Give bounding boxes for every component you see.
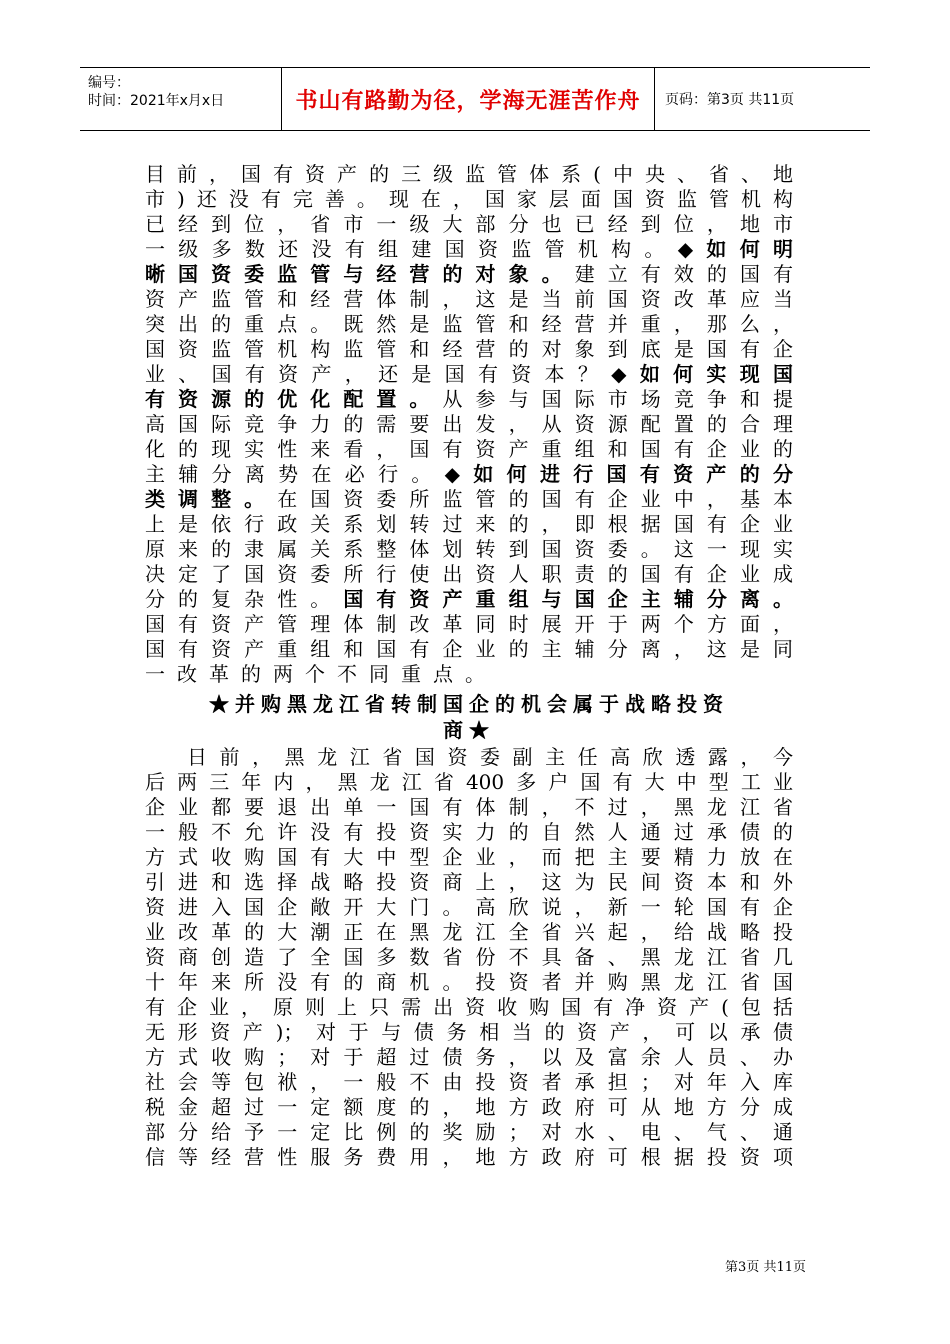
number-label: 编号： (88, 75, 130, 91)
bold-topic: 国有资产重组与国企主辅分离。 (343, 587, 794, 611)
text-line: 决定了国资委所行使出资人职责的国有企业成 (145, 562, 793, 586)
text-line: 上是依行政关系划转过来的，即根据国有企业 (145, 512, 793, 536)
text-line: 引进和选择战略投资商上，这为民间资本和外 (145, 870, 793, 894)
bold-topic: ◆如何明 (677, 237, 794, 261)
text-line: 部分给予一定比例的奖励；对水、电、气、通 (145, 1120, 793, 1144)
text-line: 晰国资委监管与经营的对象。建立有效的国有 (145, 262, 794, 286)
text-line: 有资源的优化配置。从参与国际市场竞争和提 (145, 387, 794, 411)
text-line: 一改革的两个不同重点。 (145, 662, 497, 686)
text-line: 已经到位，省市一级大部分也已经到位，地市 (145, 212, 793, 236)
text-line: 资商创造了全国多数省份不具备、黑龙江省几 (145, 945, 793, 969)
text-line: 一般不允许没有投资实力的自然人通过承债的 (145, 820, 793, 844)
text-line: 业改革的大潮正在黑龙江全省兴起，给战略投 (145, 920, 793, 944)
header-page-cell (655, 68, 870, 130)
text-line: 化的现实性来看，国有资产重组和国有企业的 (145, 437, 793, 461)
text-line: 资产监管和经营体制，这是当前国资改革应当 (145, 287, 793, 311)
text-line: 企业都要退出单一国有体制，不过，黑龙江省 (145, 795, 793, 819)
text-line: 国资监管机构监管和经营的对象到底是国有企 (145, 337, 793, 361)
document-body (145, 162, 793, 1170)
page-footer: 第3页 共11页 (725, 1260, 806, 1275)
text-line: 无形资产)；对于与债务相当的资产，可以承债 (145, 1020, 793, 1044)
paragraph-1 (145, 162, 793, 687)
text-line: 信等经营性服务费用，地方政府可根据投资项 (145, 1145, 793, 1169)
bold-topic: 类调整。 (145, 487, 278, 511)
section-heading: ★并购黑龙江省转制国企的机会属于战略投资 商★ (209, 692, 729, 742)
header-meta-cell (80, 68, 282, 130)
text-line: 方式收购国有大中型企业，而把主要精力放在 (145, 845, 793, 869)
text-line: 十年来所没有的商机。投资者并购黑龙江省国 (145, 970, 793, 994)
text-line: 一级多数还没有组建国资监管机构。◆如何明 (145, 237, 794, 261)
text-line: 高国际竞争力的需要出发，从资源配置的合理 (145, 412, 793, 436)
motto-text: 书山有路勤为径，学海无涯苦作舟 (295, 88, 641, 114)
header-motto-cell (282, 68, 655, 130)
text-line: 原来的隶属关系整体划转到国资委。这一现实 (145, 537, 793, 561)
text-line: 类调整。在国资委所监管的国有企业中，基本 (145, 487, 794, 511)
text-line: 资进入国企敞开大门。高欣说，新一轮国有企 (145, 895, 793, 919)
paragraph-2 (145, 745, 793, 1170)
text-line: 有企业，原则上只需出资收购国有净资产(包括 (145, 995, 793, 1019)
text-line: 业、国有资产，还是国有资本？◆如何实现国 (145, 362, 793, 386)
text-line: 社会等包袱，一般不由投资者承担；对年入库 (145, 1070, 793, 1094)
text-line: 国有资产管理体制改革同时展开于两个方面， (145, 612, 793, 636)
text-line: 分的复杂性。国有资产重组与国企主辅分离。 (145, 587, 794, 611)
text-line: 突出的重点。既然是监管和经营并重，那么， (145, 312, 793, 336)
text-line: 市)还没有完善。现在，国家层面国资监管机构 (145, 187, 793, 211)
text-line: 主辅分离势在必行。◆如何进行国有资产的分 (145, 462, 794, 486)
page-info: 页码：第3页 共11页 (665, 92, 795, 108)
bold-topic: ◆如何进行国有资产的分 (444, 462, 794, 486)
page-header (80, 67, 870, 131)
text-line: 税金超过一定额度的，地方政府可从地方分成 (145, 1095, 793, 1119)
time-label: 时间：2021年x月x日 (88, 93, 225, 109)
text-line: 后两三年内，黑龙江省400多户国有大中型工业 (145, 770, 793, 794)
bold-topic: 晰国资委监管与经营的对象。 (145, 262, 575, 286)
text-line: 日前，黑龙江省国资委副主任高欣透露，今 (187, 745, 793, 769)
text-line: 国有资产重组和国有企业的主辅分离，这是同 (145, 637, 793, 661)
bold-topic: 有资源的优化配置。 (145, 387, 443, 411)
bold-topic: ◆如何实现国 (611, 362, 793, 386)
text-line: 方式收购；对于超过债务，以及富余人员、办 (145, 1045, 793, 1069)
text-line: 目前，国有资产的三级监管体系(中央、省、地 (145, 162, 793, 186)
